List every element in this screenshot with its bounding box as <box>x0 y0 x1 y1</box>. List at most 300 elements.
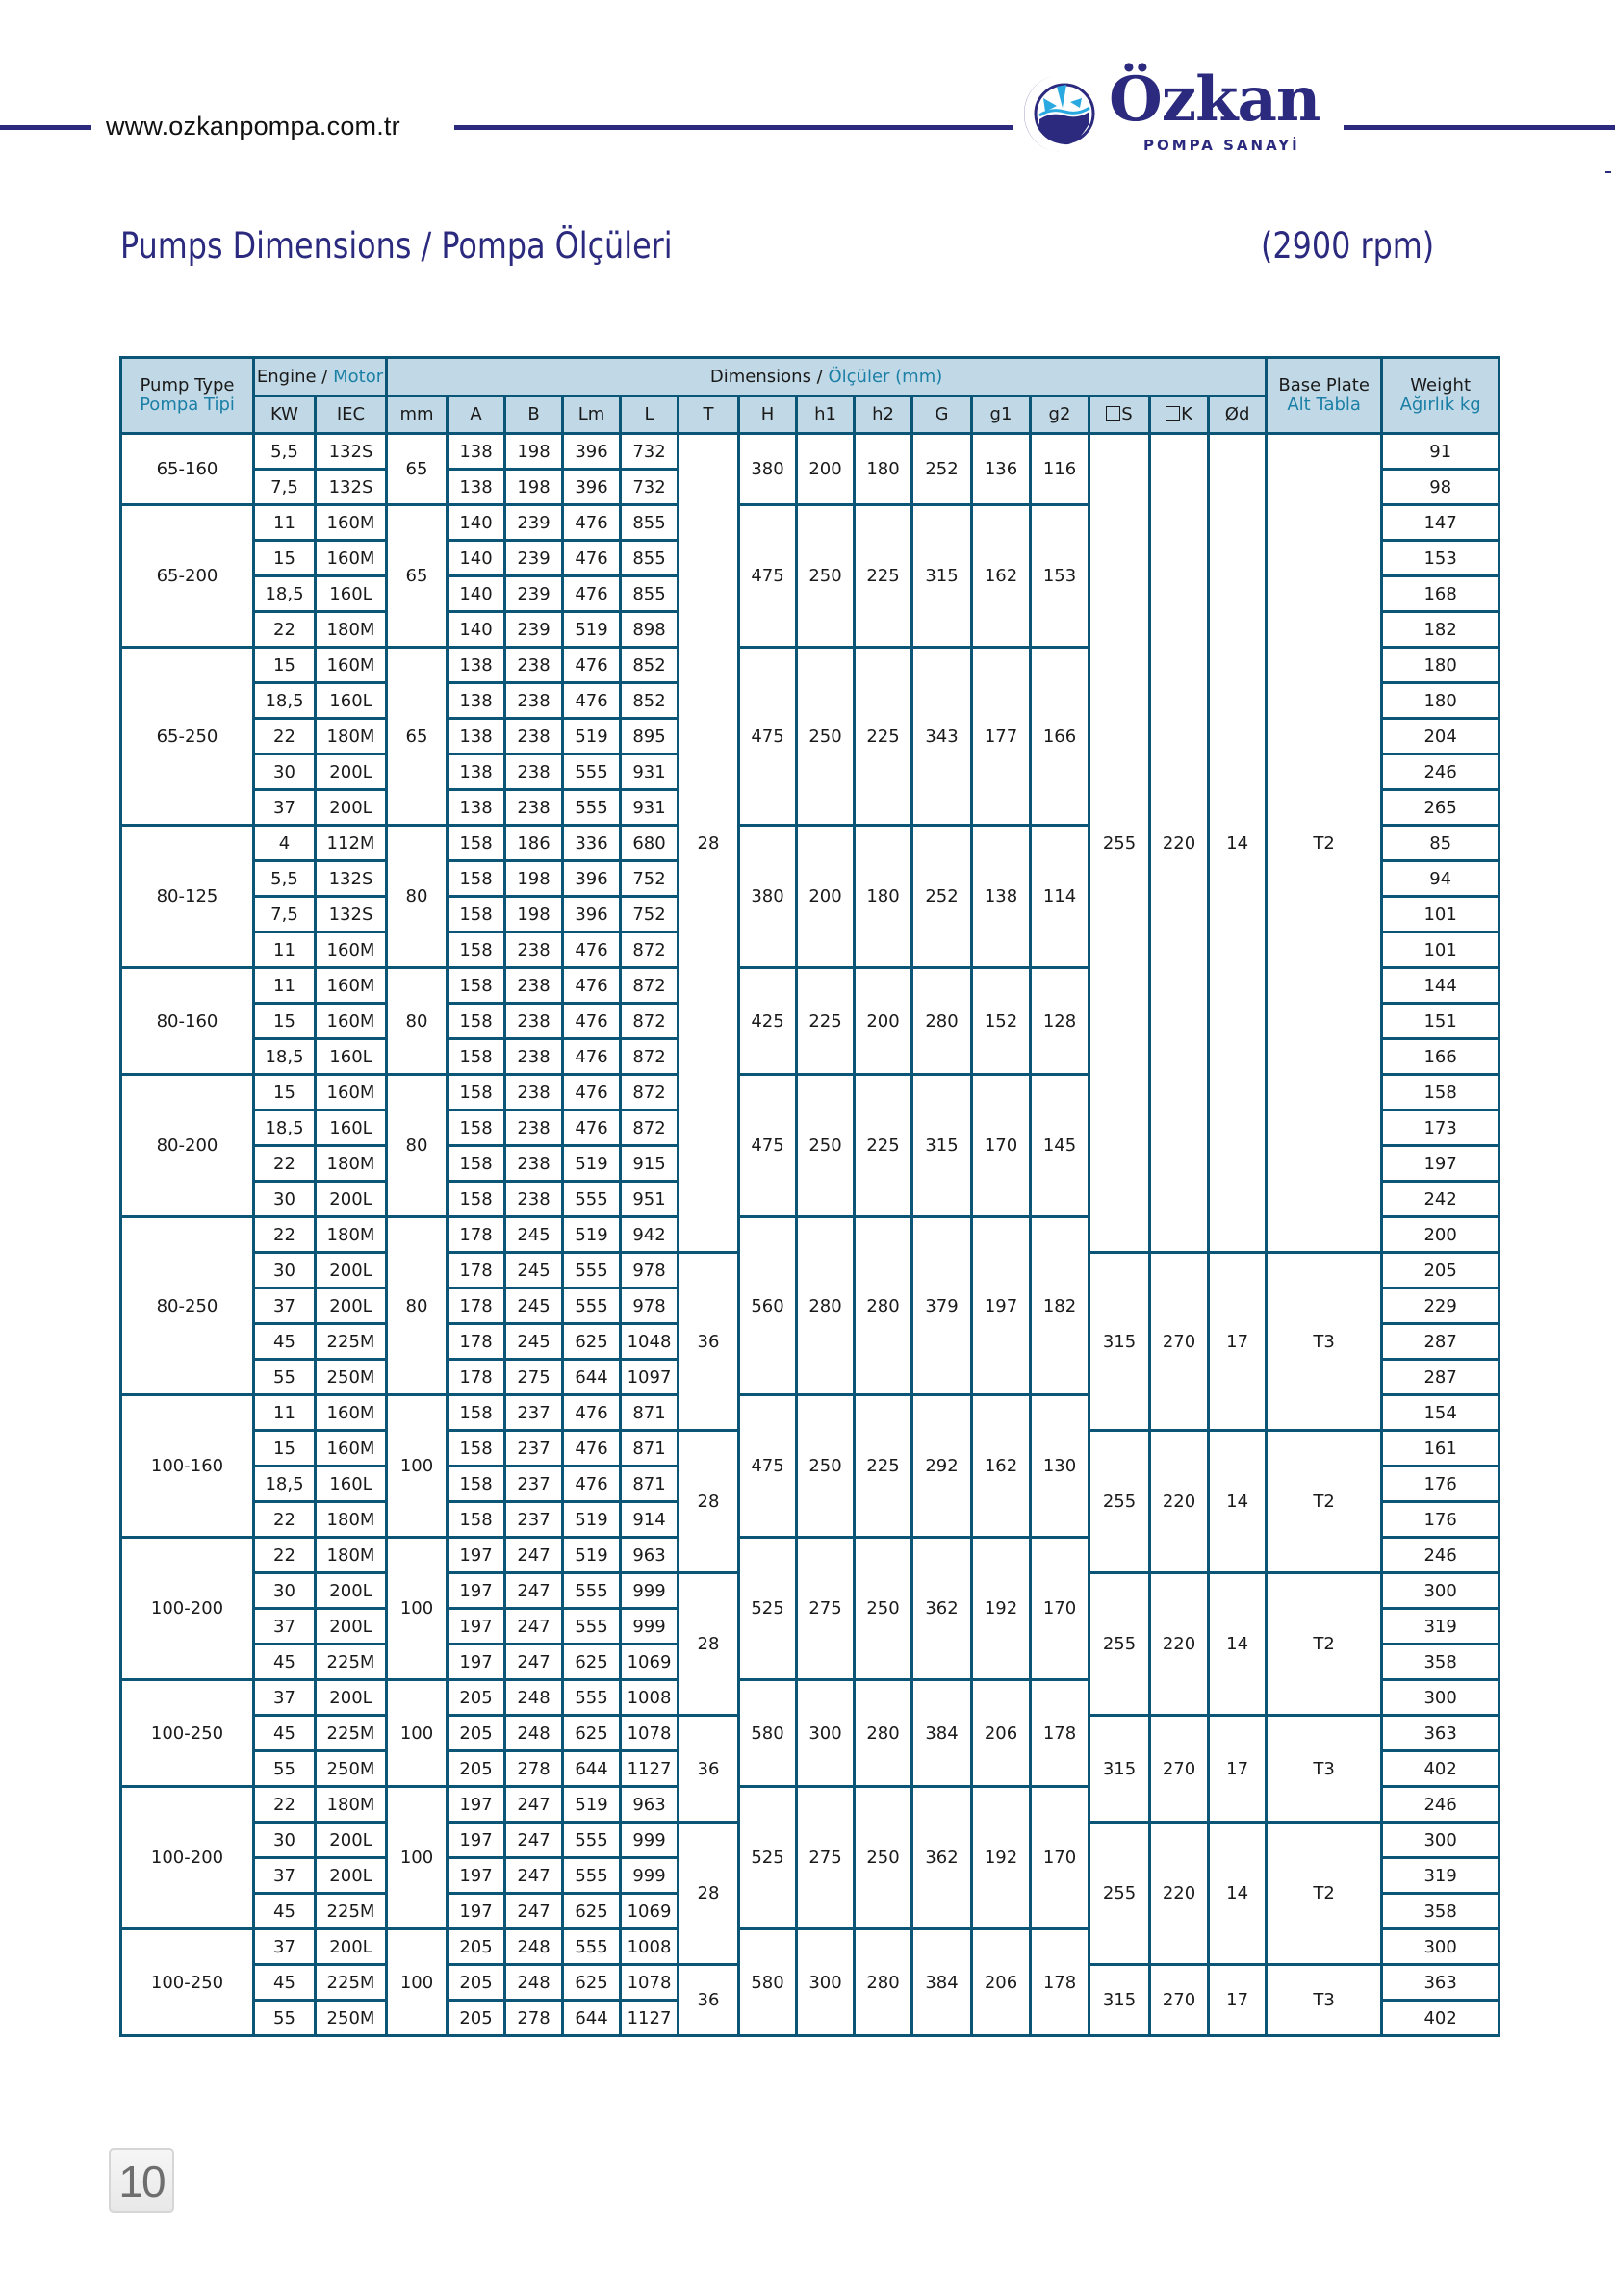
kw-cell: 30 <box>254 754 316 790</box>
l-cell: 872 <box>621 1004 679 1039</box>
b-cell: 237 <box>505 1395 563 1431</box>
weight-cell: 180 <box>1382 683 1500 719</box>
iec-cell: 132S <box>316 861 387 897</box>
h-cell: 380 <box>739 434 797 505</box>
h-cell: 560 <box>739 1217 797 1395</box>
a-cell: 158 <box>448 1110 505 1146</box>
a-cell: 140 <box>448 505 505 541</box>
iec-cell: 200L <box>316 1253 387 1288</box>
t-cell: 36 <box>679 1965 739 2036</box>
b-cell: 245 <box>505 1253 563 1288</box>
iec-cell: 160L <box>316 1039 387 1075</box>
l-cell: 1069 <box>621 1894 679 1929</box>
weight-cell: 242 <box>1382 1182 1500 1217</box>
l-cell: 1008 <box>621 1680 679 1716</box>
s-cell: 255 <box>1089 434 1150 1253</box>
mm-cell: 80 <box>387 1217 448 1395</box>
iec-cell: 200L <box>316 1182 387 1217</box>
weight-cell: 98 <box>1382 470 1500 505</box>
base-plate-cell: T2 <box>1267 1823 1382 1965</box>
b-cell: 245 <box>505 1288 563 1324</box>
col-header-g1: g1 <box>972 396 1031 434</box>
lm-cell: 476 <box>563 683 621 719</box>
b-cell: 238 <box>505 1004 563 1039</box>
iec-cell: 225M <box>316 1716 387 1751</box>
lm-cell: 476 <box>563 1075 621 1110</box>
kw-cell: 18,5 <box>254 576 316 612</box>
a-cell: 205 <box>448 1751 505 1787</box>
b-cell: 238 <box>505 1182 563 1217</box>
l-cell: 915 <box>621 1146 679 1182</box>
a-cell: 158 <box>448 1146 505 1182</box>
lm-cell: 555 <box>563 1182 621 1217</box>
kw-cell: 15 <box>254 1075 316 1110</box>
website-url[interactable]: www.ozkanpompa.com.tr <box>106 112 400 140</box>
h1-cell: 280 <box>797 1217 855 1395</box>
weight-cell: 180 <box>1382 648 1500 683</box>
a-cell: 158 <box>448 1502 505 1538</box>
pump-type-label-tr: Pompa Tipi <box>140 395 235 415</box>
a-cell: 138 <box>448 683 505 719</box>
kw-cell: 11 <box>254 505 316 541</box>
g2-cell: 170 <box>1031 1538 1089 1680</box>
kw-cell: 37 <box>254 1288 316 1324</box>
iec-cell: 250M <box>316 1751 387 1787</box>
lm-cell: 519 <box>563 1538 621 1573</box>
lm-cell: 476 <box>563 541 621 576</box>
s-cell: 255 <box>1089 1573 1150 1716</box>
g-cell: 362 <box>912 1787 972 1929</box>
g-cell: 280 <box>912 968 972 1075</box>
col-header-g2: g2 <box>1031 396 1089 434</box>
company-logo <box>1022 64 1340 156</box>
t-cell: 28 <box>679 1573 739 1716</box>
g-cell: 379 <box>912 1217 972 1395</box>
kw-cell: 11 <box>254 1395 316 1431</box>
weight-cell: 91 <box>1382 434 1500 470</box>
b-cell: 198 <box>505 470 563 505</box>
b-cell: 247 <box>505 1823 563 1858</box>
l-cell: 680 <box>621 826 679 861</box>
pump-type-cell: 80-200 <box>121 1075 254 1217</box>
weight-cell: 197 <box>1382 1146 1500 1182</box>
a-cell: 158 <box>448 897 505 932</box>
b-cell: 247 <box>505 1538 563 1573</box>
h2-cell: 225 <box>855 648 912 826</box>
iec-cell: 250M <box>316 1360 387 1395</box>
kw-cell: 22 <box>254 1538 316 1573</box>
b-cell: 238 <box>505 1146 563 1182</box>
weight-cell: 319 <box>1382 1609 1500 1645</box>
weight-cell: 158 <box>1382 1075 1500 1110</box>
edge-mark <box>1605 171 1611 173</box>
l-cell: 914 <box>621 1502 679 1538</box>
col-header-h1: h1 <box>797 396 855 434</box>
h1-cell: 300 <box>797 1929 855 2036</box>
g2-cell: 145 <box>1031 1075 1089 1217</box>
h-cell: 475 <box>739 648 797 826</box>
g1-cell: 177 <box>972 648 1031 826</box>
weight-cell: 319 <box>1382 1858 1500 1894</box>
kw-cell: 22 <box>254 1787 316 1823</box>
b-cell: 247 <box>505 1609 563 1645</box>
b-cell: 238 <box>505 968 563 1004</box>
kw-cell: 5,5 <box>254 861 316 897</box>
page-number-box <box>109 2148 174 2213</box>
iec-cell: 160L <box>316 1110 387 1146</box>
g2-cell: 128 <box>1031 968 1089 1075</box>
weight-cell: 176 <box>1382 1467 1500 1502</box>
mm-cell: 80 <box>387 826 448 968</box>
iec-cell: 160L <box>316 683 387 719</box>
weight-cell: 402 <box>1382 2001 1500 2036</box>
square-icon <box>1166 406 1180 421</box>
logo-emblem-icon <box>1022 73 1099 154</box>
k-cell: 270 <box>1150 1716 1209 1823</box>
b-cell: 198 <box>505 434 563 470</box>
g2-cell: 114 <box>1031 826 1089 968</box>
weight-cell: 85 <box>1382 826 1500 861</box>
g1-cell: 206 <box>972 1680 1031 1787</box>
iec-cell: 200L <box>316 790 387 826</box>
square-icon <box>1106 406 1120 421</box>
b-cell: 245 <box>505 1217 563 1253</box>
t-cell: 36 <box>679 1253 739 1431</box>
lm-cell: 555 <box>563 1609 621 1645</box>
g-cell: 384 <box>912 1680 972 1787</box>
lm-cell: 476 <box>563 932 621 968</box>
base-plate-cell: T2 <box>1267 434 1382 1253</box>
b-cell: 238 <box>505 754 563 790</box>
base-plate-cell: T3 <box>1267 1716 1382 1823</box>
base-plate-label: Base Plate <box>1278 375 1370 395</box>
h2-cell: 280 <box>855 1217 912 1395</box>
h2-cell: 225 <box>855 505 912 648</box>
kw-cell: 22 <box>254 612 316 648</box>
engine-label-tr: Motor <box>333 366 384 387</box>
lm-cell: 644 <box>563 1751 621 1787</box>
dimensions-label-tr: Ölçüler (mm) <box>828 366 943 387</box>
h2-cell: 180 <box>855 826 912 968</box>
base-plate-cell: T3 <box>1267 1965 1382 2036</box>
iec-cell: 200L <box>316 1573 387 1609</box>
pump-type-label: Pump Type <box>140 375 235 395</box>
g1-cell: 206 <box>972 1929 1031 2036</box>
h2-cell: 280 <box>855 1680 912 1787</box>
a-cell: 178 <box>448 1253 505 1288</box>
kw-cell: 45 <box>254 1894 316 1929</box>
pump-type-cell: 100-200 <box>121 1538 254 1680</box>
iec-cell: 132S <box>316 470 387 505</box>
iec-cell: 180M <box>316 719 387 754</box>
s-cell: 315 <box>1089 1253 1150 1431</box>
lm-cell: 555 <box>563 1573 621 1609</box>
b-cell: 237 <box>505 1431 563 1467</box>
col-header-g: G <box>912 396 972 434</box>
l-cell: 872 <box>621 968 679 1004</box>
b-cell: 278 <box>505 1751 563 1787</box>
b-cell: 245 <box>505 1324 563 1360</box>
h1-cell: 250 <box>797 1395 855 1538</box>
h2-cell: 225 <box>855 1075 912 1217</box>
col-header-k <box>1150 396 1209 434</box>
iec-cell: 200L <box>316 1929 387 1965</box>
b-cell: 238 <box>505 1075 563 1110</box>
b-cell: 247 <box>505 1573 563 1609</box>
mm-cell: 80 <box>387 968 448 1075</box>
weight-label: Weight <box>1410 375 1472 395</box>
pump-type-cell: 100-250 <box>121 1929 254 2036</box>
a-cell: 178 <box>448 1324 505 1360</box>
d-cell: 17 <box>1209 1253 1267 1431</box>
kw-cell: 45 <box>254 1324 316 1360</box>
kw-cell: 45 <box>254 1716 316 1751</box>
g-cell: 315 <box>912 1075 972 1217</box>
kw-cell: 18,5 <box>254 1110 316 1146</box>
lm-cell: 625 <box>563 1716 621 1751</box>
l-cell: 852 <box>621 683 679 719</box>
col-header-l: L <box>621 396 679 434</box>
kw-cell: 37 <box>254 1609 316 1645</box>
h1-cell: 200 <box>797 434 855 505</box>
a-cell: 197 <box>448 1823 505 1858</box>
l-cell: 999 <box>621 1823 679 1858</box>
h1-cell: 200 <box>797 826 855 968</box>
pump-type-cell: 65-160 <box>121 434 254 505</box>
h2-cell: 280 <box>855 1929 912 2036</box>
mm-cell: 100 <box>387 1395 448 1538</box>
kw-cell: 15 <box>254 1004 316 1039</box>
pump-type-cell: 65-200 <box>121 505 254 648</box>
b-cell: 239 <box>505 576 563 612</box>
l-cell: 752 <box>621 897 679 932</box>
weight-cell: 161 <box>1382 1431 1500 1467</box>
kw-cell: 7,5 <box>254 470 316 505</box>
kw-cell: 30 <box>254 1182 316 1217</box>
lm-cell: 519 <box>563 1787 621 1823</box>
mm-cell: 65 <box>387 434 448 505</box>
l-cell: 871 <box>621 1395 679 1431</box>
t-cell: 36 <box>679 1716 739 1823</box>
mm-cell: 100 <box>387 1929 448 2036</box>
iec-cell: 132S <box>316 434 387 470</box>
table-row <box>121 434 1500 470</box>
weight-cell: 147 <box>1382 505 1500 541</box>
kw-cell: 18,5 <box>254 1467 316 1502</box>
a-cell: 205 <box>448 1965 505 2001</box>
lm-cell: 476 <box>563 1431 621 1467</box>
iec-cell: 160M <box>316 932 387 968</box>
b-cell: 186 <box>505 826 563 861</box>
b-cell: 238 <box>505 790 563 826</box>
pump-type-cell: 100-250 <box>121 1680 254 1787</box>
b-cell: 237 <box>505 1467 563 1502</box>
b-cell: 238 <box>505 719 563 754</box>
b-cell: 238 <box>505 932 563 968</box>
l-cell: 871 <box>621 1467 679 1502</box>
weight-cell: 182 <box>1382 612 1500 648</box>
lm-cell: 336 <box>563 826 621 861</box>
weight-cell: 300 <box>1382 1929 1500 1965</box>
g-cell: 292 <box>912 1395 972 1538</box>
lm-cell: 476 <box>563 1039 621 1075</box>
lm-cell: 476 <box>563 1395 621 1431</box>
kw-cell: 15 <box>254 541 316 576</box>
g1-cell: 192 <box>972 1538 1031 1680</box>
g1-cell: 162 <box>972 505 1031 648</box>
b-cell: 247 <box>505 1787 563 1823</box>
iec-cell: 225M <box>316 1645 387 1680</box>
col-header-d: Ød <box>1209 396 1267 434</box>
b-cell: 198 <box>505 897 563 932</box>
iec-cell: 180M <box>316 1502 387 1538</box>
kw-cell: 30 <box>254 1573 316 1609</box>
g1-cell: 152 <box>972 968 1031 1075</box>
pump-type-cell: 65-250 <box>121 648 254 826</box>
l-cell: 872 <box>621 1075 679 1110</box>
kw-cell: 30 <box>254 1253 316 1288</box>
h2-cell: 250 <box>855 1787 912 1929</box>
kw-cell: 37 <box>254 790 316 826</box>
weight-cell: 300 <box>1382 1680 1500 1716</box>
h1-cell: 250 <box>797 1075 855 1217</box>
g-cell: 252 <box>912 434 972 505</box>
col-header-weight <box>1382 358 1500 434</box>
col-header-pump-type <box>121 358 254 434</box>
b-cell: 248 <box>505 1929 563 1965</box>
brand-subtitle: POMPA SANAYİ <box>1143 137 1300 154</box>
col-header-iec: IEC <box>316 396 387 434</box>
a-cell: 158 <box>448 968 505 1004</box>
k-cell: 220 <box>1150 1823 1209 1965</box>
h-cell: 475 <box>739 1395 797 1538</box>
t-cell: 28 <box>679 434 739 1253</box>
g-cell: 343 <box>912 648 972 826</box>
h1-cell: 300 <box>797 1680 855 1787</box>
a-cell: 138 <box>448 434 505 470</box>
kw-cell: 22 <box>254 719 316 754</box>
d-cell: 17 <box>1209 1965 1267 2036</box>
l-cell: 1069 <box>621 1645 679 1680</box>
l-cell: 898 <box>621 612 679 648</box>
l-cell: 963 <box>621 1538 679 1573</box>
d-cell: 14 <box>1209 434 1267 1253</box>
b-cell: 238 <box>505 683 563 719</box>
b-cell: 239 <box>505 541 563 576</box>
l-cell: 871 <box>621 1431 679 1467</box>
b-cell: 198 <box>505 861 563 897</box>
lm-cell: 519 <box>563 612 621 648</box>
s-cell: 315 <box>1089 1716 1150 1823</box>
kw-cell: 22 <box>254 1146 316 1182</box>
kw-cell: 37 <box>254 1680 316 1716</box>
iec-cell: 160M <box>316 1004 387 1039</box>
iec-cell: 225M <box>316 1894 387 1929</box>
g2-cell: 170 <box>1031 1787 1089 1929</box>
a-cell: 138 <box>448 790 505 826</box>
a-cell: 138 <box>448 719 505 754</box>
k-cell: 270 <box>1150 1965 1209 2036</box>
iec-cell: 180M <box>316 1146 387 1182</box>
weight-cell: 229 <box>1382 1288 1500 1324</box>
kw-cell: 22 <box>254 1217 316 1253</box>
lm-cell: 625 <box>563 1965 621 2001</box>
g1-cell: 192 <box>972 1787 1031 1929</box>
header-row-top <box>121 358 1500 396</box>
a-cell: 205 <box>448 2001 505 2036</box>
lm-cell: 625 <box>563 1645 621 1680</box>
l-cell: 855 <box>621 576 679 612</box>
kw-cell: 15 <box>254 648 316 683</box>
l-cell: 1097 <box>621 1360 679 1395</box>
iec-cell: 180M <box>316 1538 387 1573</box>
a-cell: 178 <box>448 1217 505 1253</box>
lm-cell: 519 <box>563 1146 621 1182</box>
h-cell: 580 <box>739 1680 797 1787</box>
iec-cell: 160M <box>316 1075 387 1110</box>
b-cell: 238 <box>505 1110 563 1146</box>
lm-cell: 555 <box>563 1680 621 1716</box>
weight-cell: 153 <box>1382 541 1500 576</box>
a-cell: 158 <box>448 826 505 861</box>
b-cell: 237 <box>505 1502 563 1538</box>
iec-cell: 225M <box>316 1324 387 1360</box>
k-cell: 270 <box>1150 1253 1209 1431</box>
l-cell: 872 <box>621 1039 679 1075</box>
col-header-base-plate <box>1267 358 1382 434</box>
weight-cell: 363 <box>1382 1716 1500 1751</box>
l-cell: 1078 <box>621 1716 679 1751</box>
weight-cell: 246 <box>1382 754 1500 790</box>
lm-cell: 625 <box>563 1324 621 1360</box>
l-cell: 852 <box>621 648 679 683</box>
weight-cell: 265 <box>1382 790 1500 826</box>
weight-cell: 101 <box>1382 897 1500 932</box>
a-cell: 197 <box>448 1787 505 1823</box>
b-cell: 248 <box>505 1965 563 2001</box>
col-header-s <box>1089 396 1150 434</box>
k-cell: 220 <box>1150 1431 1209 1573</box>
kw-cell: 5,5 <box>254 434 316 470</box>
weight-cell: 246 <box>1382 1538 1500 1573</box>
b-cell: 239 <box>505 505 563 541</box>
b-cell: 247 <box>505 1858 563 1894</box>
weight-cell: 144 <box>1382 968 1500 1004</box>
base-plate-cell: T3 <box>1267 1253 1382 1431</box>
weight-cell: 151 <box>1382 1004 1500 1039</box>
weight-cell: 200 <box>1382 1217 1500 1253</box>
iec-cell: 250M <box>316 2001 387 2036</box>
weight-cell: 101 <box>1382 932 1500 968</box>
iec-cell: 160M <box>316 505 387 541</box>
iec-cell: 200L <box>316 754 387 790</box>
l-cell: 1127 <box>621 2001 679 2036</box>
g-cell: 384 <box>912 1929 972 2036</box>
col-header-h2: h2 <box>855 396 912 434</box>
weight-cell: 154 <box>1382 1395 1500 1431</box>
pump-type-cell: 80-160 <box>121 968 254 1075</box>
brand-name: Özkan <box>1109 64 1320 136</box>
iec-cell: 160M <box>316 1431 387 1467</box>
b-cell: 238 <box>505 1039 563 1075</box>
h1-cell: 275 <box>797 1787 855 1929</box>
iec-cell: 160M <box>316 968 387 1004</box>
l-cell: 951 <box>621 1182 679 1217</box>
g-cell: 362 <box>912 1538 972 1680</box>
col-header-dimensions <box>387 358 1267 396</box>
a-cell: 197 <box>448 1538 505 1573</box>
b-cell: 239 <box>505 612 563 648</box>
